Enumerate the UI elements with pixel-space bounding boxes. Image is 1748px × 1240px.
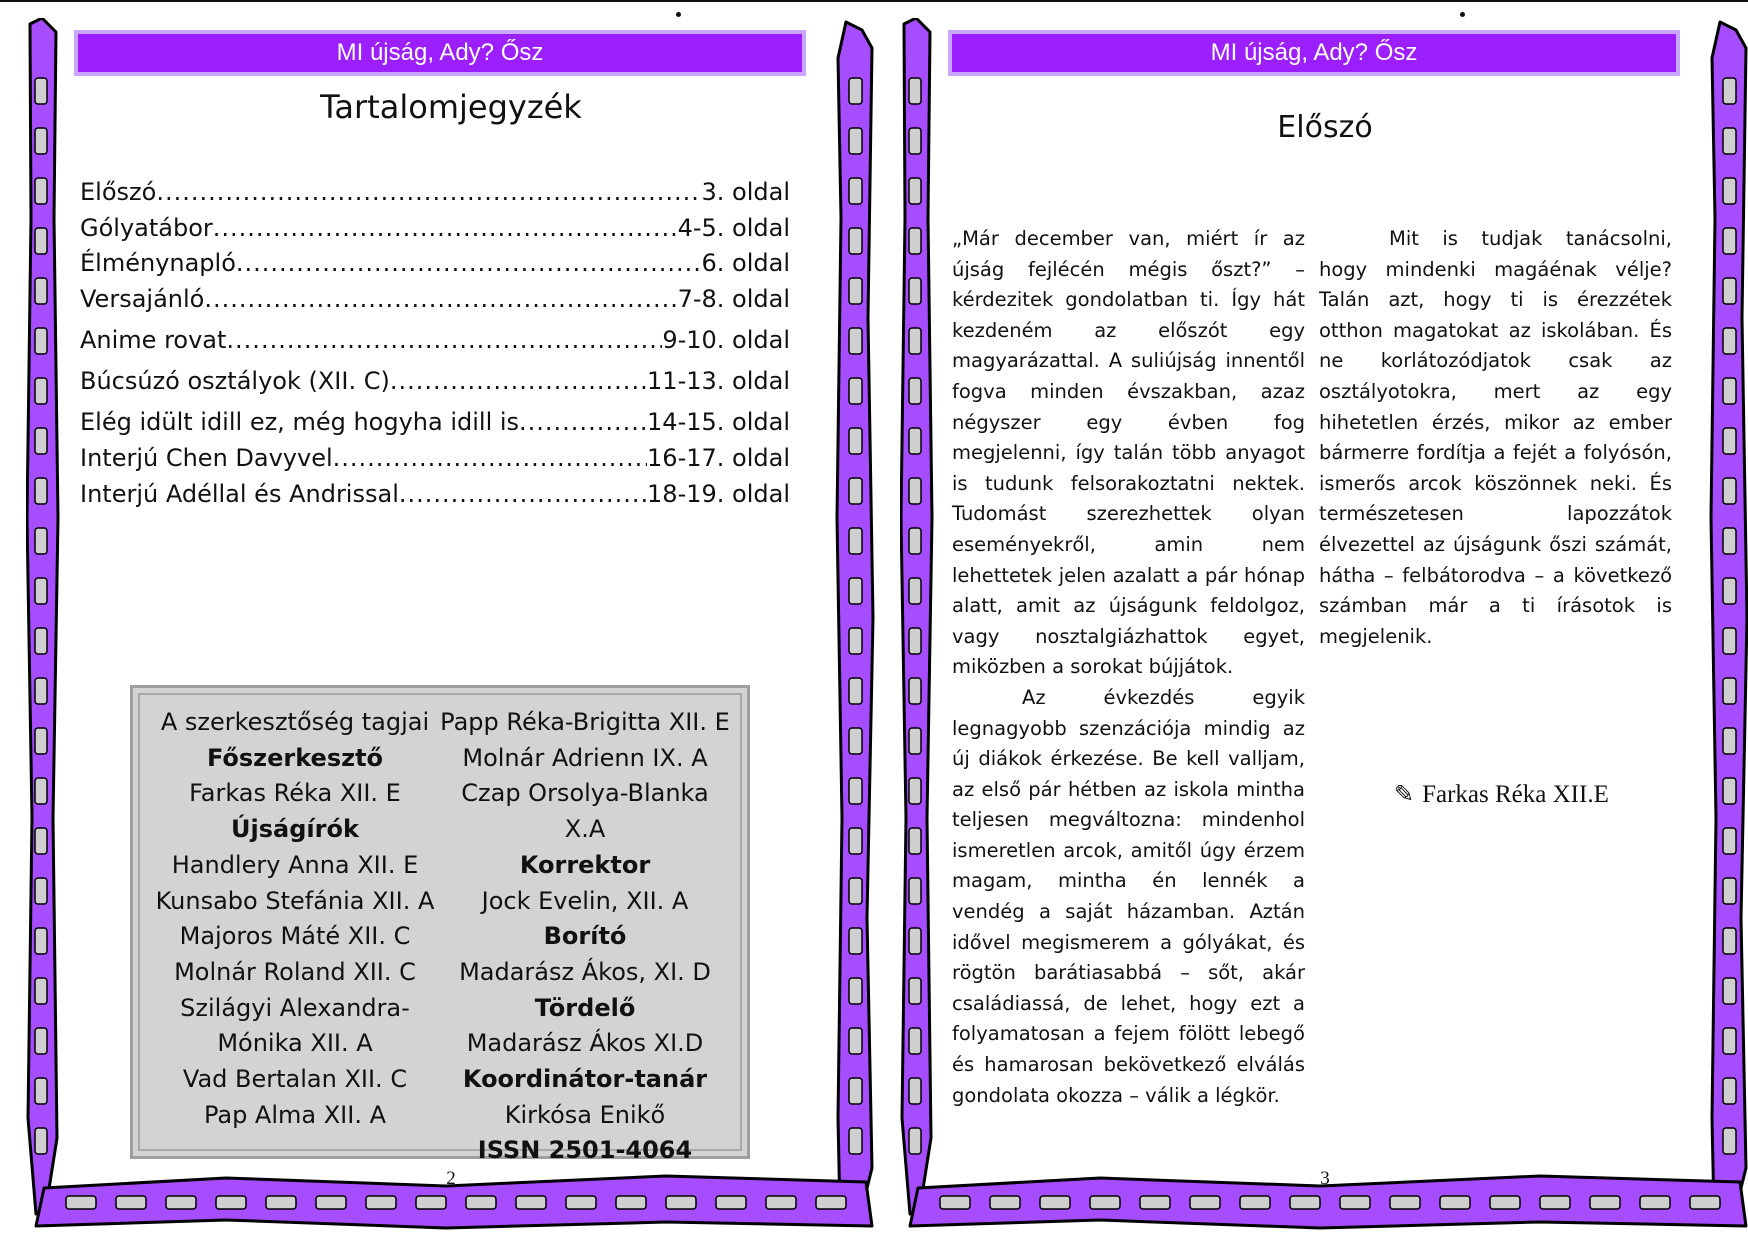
staff-line: Madarász Ákos XI.D — [466, 1029, 704, 1058]
toc-item[interactable]: Elég idült idill ez, még hogyha idill is ..... 14-15. oldal — [80, 408, 790, 436]
staff-line: Handlery Anna XII. E — [171, 850, 419, 879]
staff-line: Mónika XII. A — [217, 1029, 373, 1058]
issn-label: ISSN 2501-4064 — [477, 1136, 693, 1165]
page-number: 2 — [446, 1168, 456, 1189]
toc-item[interactable]: Anime rovat ..... 9-10. oldal — [80, 326, 790, 354]
page-number: 3 — [1320, 1168, 1330, 1189]
staff-role: Főszerkesztő — [206, 743, 384, 772]
staff-line: Papp Réka-Brigitta XII. E — [440, 708, 730, 736]
foreword-title: Előszó — [1277, 110, 1373, 145]
toc-item[interactable]: Interjú Adéllal és Andrissal ..... 18-19. oldal — [80, 480, 790, 508]
staff-line: Kunsabo Stefánia XII. A — [155, 886, 435, 915]
staff-line: Czap Orsolya-Blanka X.A — [461, 779, 709, 844]
staff-role: Újságírók — [231, 815, 359, 844]
staff-column-1 — [150, 705, 440, 1149]
pencil-icon: ✎ — [1394, 782, 1415, 808]
staff-line: A szerkesztőség tagjai — [160, 708, 430, 736]
author-name: Farkas Réka XII.E — [1422, 780, 1609, 808]
toc-item[interactable]: Interjú Chen Davyvel ..... 16-17. oldal — [80, 444, 790, 472]
toc-item[interactable]: Élménynapló ..... 6. oldal — [80, 249, 790, 277]
author-signature — [1394, 780, 1609, 809]
header-banner: MI újság, Ady? Ősz — [74, 30, 806, 76]
staff-line: Majoros Máté XII. C — [179, 922, 411, 951]
toc-item[interactable]: Búcsúzó osztályok (XII. C) ..... 11-13. oldal — [80, 367, 790, 395]
staff-line: Molnár Adrienn IX. A — [462, 743, 708, 772]
staff-line: Pap Alma XII. A — [203, 1100, 387, 1129]
header-banner: MI újság, Ady? Ősz — [948, 30, 1680, 76]
top-rule — [0, 0, 1748, 2]
staff-line: Farkas Réka XII. E — [189, 779, 401, 808]
toc-item[interactable]: Versajánló ..... 7-8. oldal — [80, 285, 790, 313]
article-paragraph: Az évkezdés egyik legnagyobb szenzációja mindig az új diákok érkezése. Be kell valljam, az első pár hétben az iskola mintha teljesen megváltozna: mindenhol ismeretlen arcok, amitől úgy érzem magam, mintha én lennék a vendég a saját házamban. Aztán idővel megismerem a gólyákat, és rögtön barátiasabbá – sőt, akár családiassá, de lehet, hogy ezt a folyamatosan a fejem fölött lebegő és hamarosan bekövetkező elválás gondolata okozza – válik a légkör. — [952, 685, 1305, 1107]
top-dot — [676, 12, 681, 17]
toc-item[interactable]: Gólyatábor ..... 4-5. oldal — [80, 214, 790, 242]
staff-line: Jock Evelin, XII. A — [481, 886, 689, 915]
article-paragraph: Mit is tudjak tanácsolni, hogy mindenki magáénak vélje? Talán azt, hogy ti is érezzétek otthon magatokat az iskolában. És ne korlátozódjatok csak az osztályotokra, mert az egy hihetetlen érzés, mikor az ember bármerre fordítja a fejét a folyósón, ismerős arcok köszönnek neki. És természetesen lapozzátok élvezettel az újságunk őszi számát, hátha – felbátorodva – a következő számban már a ti írásotok is megjelenik. — [1319, 227, 1672, 648]
staff-role: Tördelő — [534, 993, 636, 1022]
staff-line: Szilágyi Alexandra- — [180, 993, 410, 1022]
staff-line: Vad Bertalan XII. C — [182, 1065, 408, 1094]
article-paragraph: „Már december van, miért ír az újság fejlécén mégis őszt?” – kérdezitek gondolatban ti. Így hát kezdeném az előszót egy magyarázattal. A suliújság innentől fogva minden évszakban, azaz négyszer egy évben fog megjelenni, így talán több anyagot is tudunk felsorakoztatni nektek. Tudomást szerezhettek olyan eseményekről, amin nem lehettetek jelen azalatt a pár hónap alatt, amit az újságunk feldolgoz, vagy nosztalgiázhattok egyet, miközben a sorokat bújjátok. — [952, 227, 1305, 679]
top-dot — [1460, 12, 1465, 17]
staff-line: Molnár Roland XII. C — [174, 957, 416, 986]
staff-role: Korrektor — [519, 850, 651, 879]
staff-line: Kirkósa Enikő — [504, 1100, 666, 1129]
toc-item[interactable]: Előszó ..... 3. oldal — [80, 178, 790, 206]
page-right — [900, 18, 1748, 1230]
staff-role: Borító — [543, 922, 627, 951]
toc-title: Tartalomjegyzék — [320, 88, 582, 126]
staff-line: Madarász Ákos, XI. D — [459, 957, 711, 986]
foreword-article — [952, 224, 1672, 1154]
editorial-staff-box — [130, 685, 750, 1165]
staff-role: Koordinátor-tanár — [462, 1065, 708, 1094]
staff-column-2 — [440, 705, 730, 1165]
page-left — [26, 18, 876, 1230]
